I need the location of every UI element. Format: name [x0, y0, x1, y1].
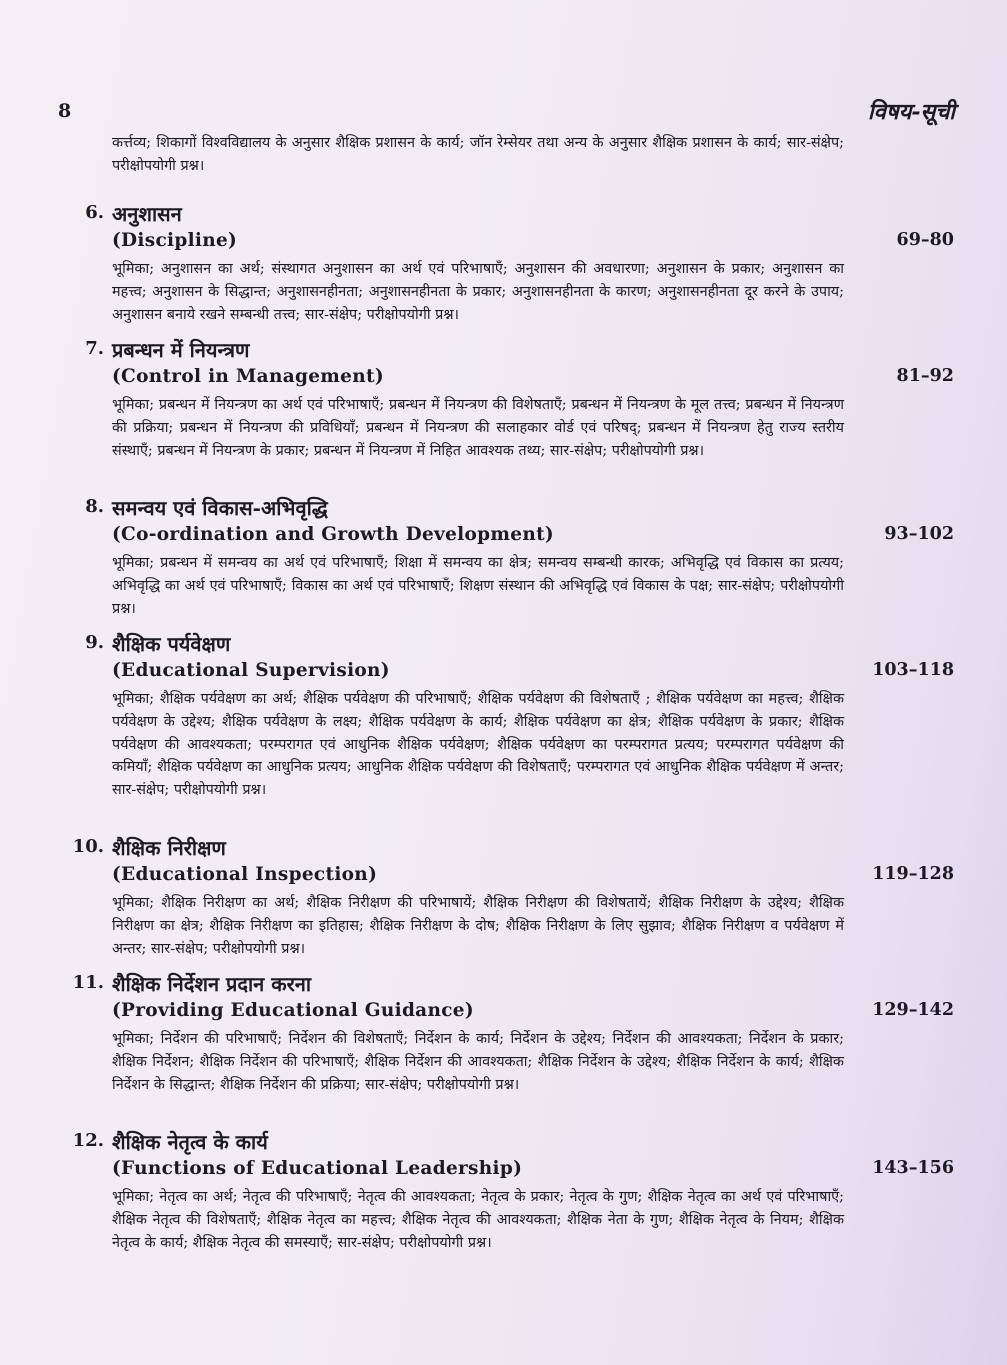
chapter-title-english: (Educational Inspection)	[112, 864, 378, 885]
chapter-page-range: 69–80	[896, 230, 954, 250]
chapter-number: 10.	[72, 836, 104, 857]
chapter-number: 8.	[85, 496, 104, 517]
chapter-title-english: (Co-ordination and Growth Development)	[112, 524, 554, 545]
chapter-page-range: 81–92	[896, 366, 954, 386]
chapter-number: 6.	[85, 202, 104, 223]
page-header-title: विषय-सूची	[867, 99, 955, 125]
chapter-title-english: (Discipline)	[112, 230, 238, 251]
chapter-page-range: 143–156	[872, 1158, 954, 1178]
chapter-page-range: 93–102	[884, 524, 954, 544]
chapter-title-hindi: शैक्षिक निरीक्षण	[112, 836, 226, 860]
chapter-title-hindi: प्रबन्धन में नियन्त्रण	[112, 338, 250, 362]
intro-text: कर्त्तव्य; शिकागों विश्वविद्यालय के अनुसार शैक्षिक प्रशासन के कार्य; जॉन रेम्सेयर तथा अन्य के अनुसार शैक्षिक प्रशासन के कार्य; सार-संक्षेप; परीक्षोपयोगी प्रश्न।	[112, 135, 844, 174]
chapter-title-hindi: शैक्षिक नेतृत्व के कार्य	[112, 1130, 268, 1154]
chapter-title-english: (Educational Supervision)	[112, 660, 390, 681]
chapter-title-english: (Functions of Educational Leadership)	[112, 1158, 523, 1179]
chapter-page-range: 129–142	[872, 1000, 954, 1020]
chapter-title-english: (Providing Educational Guidance)	[112, 1000, 474, 1021]
chapter-number: 9.	[85, 632, 104, 653]
chapter-description: भूमिका; निर्देशन की परिभाषाएँ; निर्देशन की विशेषताएँ; निर्देशन के कार्य; निर्देशन के उद्देश्य; निर्देशन की आवश्यकता; निर्देशन के प्रकार; शैक्षिक निर्देशन; शैक्षिक निर्देशन की परिभाषाएँ; शैक्षिक निर्देशन की आवश्यकता; शैक्षिक निर्देशन के उद्देश्य; शैक्षिक निर्देशन के कार्य; शैक्षिक निर्देशन के सिद्धान्त; शैक्षिक निर्देशन की प्रक्रिया; सार-संक्षेप; परीक्षोपयोगी प्रश्न।	[112, 1031, 844, 1093]
chapter-title-english: (Control in Management)	[112, 366, 384, 387]
chapter-page-range: 119–128	[872, 864, 954, 884]
chapter-number: 11.	[72, 972, 104, 993]
chapter-title-hindi: शैक्षिक निर्देशन प्रदान करना	[112, 972, 312, 996]
chapter-description: भूमिका; अनुशासन का अर्थ; संस्थागत अनुशासन का अर्थ एवं परिभाषाएँ; अनुशासन की अवधारणा; अनुशासन के प्रकार; अनुशासन का महत्त्व; अनुशासन के सिद्धान्त; अनुशासनहीनता; अनुशासनहीनता के प्रकार; अनुशासनहीनता के कारण; अनुशासनहीनता दूर करने के उपाय; अनुशासन बनाये रखने सम्बन्धी तत्त्व; सार-संक्षेप; परीक्षोपयोगी प्रश्न।	[112, 261, 844, 323]
chapter-page-range: 103–118	[872, 660, 954, 680]
chapter-description: भूमिका; प्रबन्धन में नियन्त्रण का अर्थ एवं परिभाषाएँ; प्रबन्धन में नियन्त्रण की विशेषताएँ; प्रबन्धन में नियन्त्रण के मूल तत्त्व; प्रबन्धन में नियन्त्रण की प्रक्रिया; प्रबन्धन में नियन्त्रण की प्रविधियाँ; प्रबन्धन में नियन्त्रण की सलाहकार वोर्ड एवं परिषद्; प्रबन्धन में नियन्त्रण हेतु राज्य स्तरीय संस्थाएँ; प्रबन्धन में नियन्त्रण के प्रकार; प्रबन्धन में नियन्त्रण में निहित आवश्यक तथ्य; सार-संक्षेप; परीक्षोपयोगी प्रश्न।	[112, 397, 844, 459]
chapter-number: 12.	[72, 1130, 104, 1151]
page-number: 8	[58, 100, 72, 122]
chapter-title-hindi: शैक्षिक पर्यवेक्षण	[112, 632, 231, 656]
chapter-description: भूमिका; शैक्षिक निरीक्षण का अर्थ; शैक्षिक निरीक्षण की परिभाषायें; शैक्षिक निरीक्षण की विशेषतायें; शैक्षिक निरीक्षण के उद्देश्य; शैक्षिक निरीक्षण का क्षेत्र; शैक्षिक निरीक्षण का इतिहास; शैक्षिक निरीक्षण के दोष; शैक्षिक निरीक्षण के लिए सुझाव; शैक्षिक निरीक्षण व पर्यवेक्षण में अन्तर; सार-संक्षेप; परीक्षोपयोगी प्रश्न।	[112, 895, 844, 957]
chapter-description: भूमिका; प्रबन्धन में समन्वय का अर्थ एवं परिभाषाएँ; शिक्षा में समन्वय का क्षेत्र; समन्वय सम्बन्धी कारक; अभिवृद्धि एवं विकास का प्रत्यय; अभिवृद्धि का अर्थ एवं परिभाषाएँ; विकास का अर्थ एवं परिभाषाएँ; शिक्षण संस्थान की अभिवृद्धि एवं विकास के पक्ष; सार-संक्षेप; परीक्षोपयोगी प्रश्न।	[112, 555, 844, 617]
chapter-title-hindi: अनुशासन	[112, 202, 182, 226]
intro-paragraph	[112, 132, 844, 178]
chapter-title-hindi: समन्वय एवं विकास-अभिवृद्धि	[112, 496, 328, 520]
chapter-description: भूमिका; नेतृत्व का अर्थ; नेतृत्व की परिभाषाएँ; नेतृत्व की आवश्यकता; नेतृत्व के प्रकार; नेतृत्व के गुण; शैक्षिक नेतृत्व का अर्थ एवं परिभाषाएँ; शैक्षिक नेतृत्व की विशेषताएँ; शैक्षिक नेतृत्व का महत्त्व; शैक्षिक नेतृत्व की आवश्यकता; शैक्षिक नेता के गुण; शैक्षिक नेतृत्व के नियम; शैक्षिक नेतृत्व के कार्य; शैक्षिक नेतृत्व की समस्याएँ; सार-संक्षेप; परीक्षोपयोगी प्रश्न।	[112, 1189, 844, 1251]
chapter-description: भूमिका; शैक्षिक पर्यवेक्षण का अर्थ; शैक्षिक पर्यवेक्षण की परिभाषाएँ; शैक्षिक पर्यवेक्षण की विशेषताएँ ; शैक्षिक पर्यवेक्षण का महत्त्व; शैक्षिक पर्यवेक्षण के उद्देश्य; शैक्षिक पर्यवेक्षण के लक्ष्य; शैक्षिक पर्यवेक्षण के कार्य; शैक्षिक पर्यवेक्षण का क्षेत्र; शैक्षिक पर्यवेक्षण के प्रकार; शैक्षिक पर्यवेक्षण की आवश्यकता; परम्परागत एवं आधुनिक शैक्षिक पर्यवेक्षण; शैक्षिक पर्यवेक्षण का परम्परागत प्रत्यय; परम्परागत पर्यवेक्षण की कमियाँ; शैक्षिक पर्यवेक्षण का आधुनिक प्रत्यय; आधुनिक शैक्षिक पर्यवेक्षण की विशेषताएँ; परम्परागत एवं आधुनिक शैक्षिक पर्यवेक्षण में अन्तर; सार-संक्षेप; परीक्षोपयोगी प्रश्न।	[112, 691, 844, 799]
chapter-number: 7.	[85, 338, 104, 359]
